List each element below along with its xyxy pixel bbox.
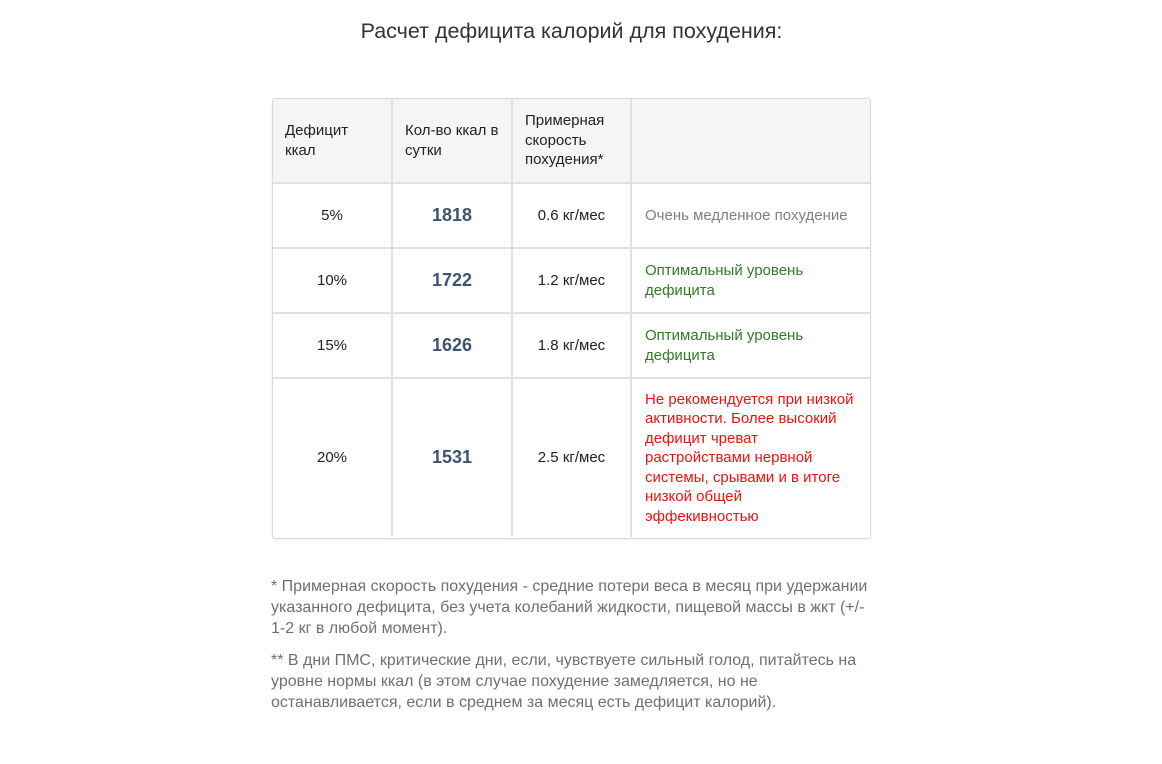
- calorie-deficit-table: [272, 98, 871, 539]
- speed-cell: 1.2 кг/мес: [512, 248, 631, 313]
- table-header-row: [273, 99, 870, 183]
- footnote-pms: ** В дни ПМС, критические дни, если, чувствуете сильный голод, питайтесь на уровне нормы ккал (в этом случае похудение замедляется, но не останавливается, если в среднем за месяц есть дефицит калорий).: [271, 652, 857, 711]
- header-kcal: Кол-во ккал в сутки: [392, 99, 512, 183]
- deficit-cell: 20%: [273, 378, 392, 537]
- header-deficit: Дефицит ккал: [273, 99, 392, 183]
- deficit-cell: 10%: [273, 248, 392, 313]
- calorie-table: [273, 99, 870, 537]
- header-note: [631, 99, 870, 183]
- kcal-cell: 1722: [392, 248, 512, 313]
- page-title: Расчет дефицита калорий для похудения:: [360, 19, 783, 43]
- deficit-cell: 5%: [273, 183, 392, 248]
- table-row: [273, 183, 870, 248]
- table-row: [273, 313, 870, 378]
- speed-cell: 1.8 кг/мес: [512, 313, 631, 378]
- footnotes: [271, 576, 881, 724]
- table-row: [273, 378, 870, 537]
- kcal-cell: 1626: [392, 313, 512, 378]
- note-cell: Не рекомендуется при низкой активности. Более высокий дефицит чреват растройствами нервной системы, срывами и в итоге низкой общей эффекивностью: [631, 378, 870, 537]
- note-cell: Очень медленное похудение: [631, 183, 870, 248]
- table-row: [273, 248, 870, 313]
- header-speed: Примерная скорость похудения*: [512, 99, 631, 183]
- speed-cell: 2.5 кг/мес: [512, 378, 631, 537]
- note-cell: Оптимальный уровень дефицита: [631, 313, 870, 378]
- speed-cell: 0.6 кг/мес: [512, 183, 631, 248]
- kcal-cell: 1531: [392, 378, 512, 537]
- footnote-speed: * Примерная скорость похудения - средние потери веса в месяц при удержании указанного дефицита, без учета колебаний жидкости, пищевой массы в жкт (+/- 1-2 кг в любой момент).: [271, 578, 868, 637]
- kcal-cell: 1818: [392, 183, 512, 248]
- deficit-cell: 15%: [273, 313, 392, 378]
- note-cell: Оптимальный уровень дефицита: [631, 248, 870, 313]
